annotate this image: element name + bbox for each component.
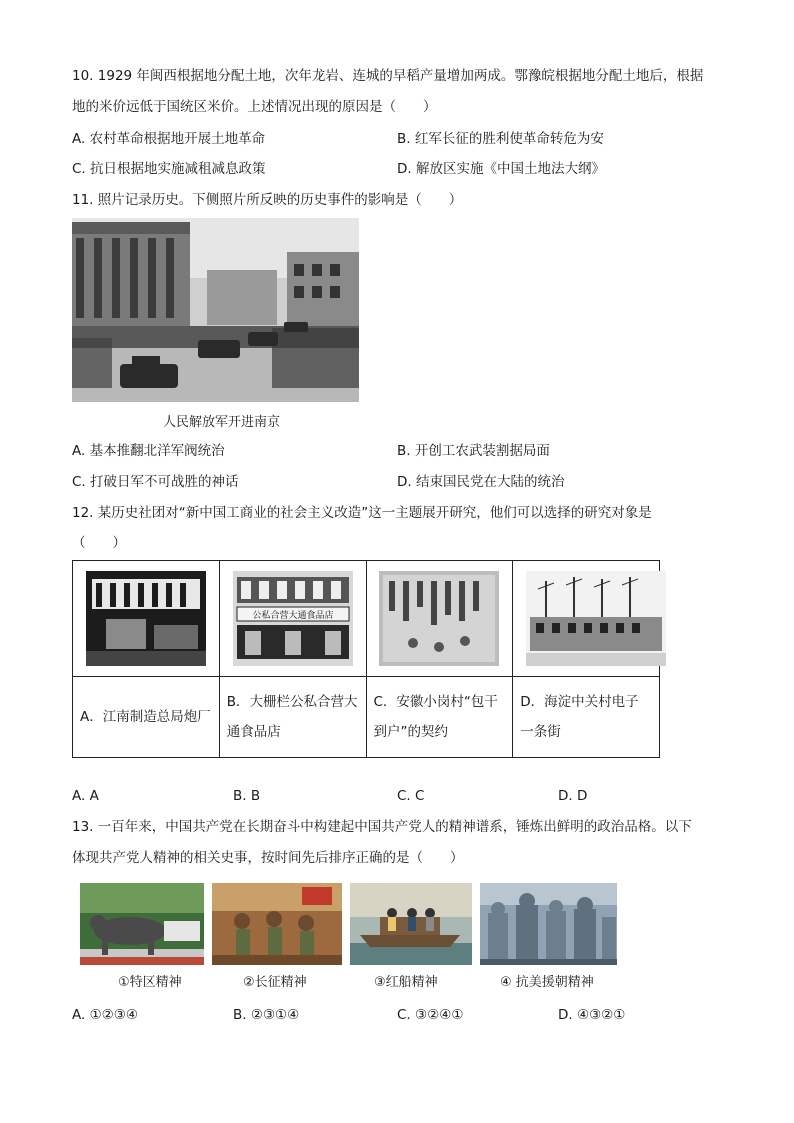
q13-option-d[interactable]: D. ④③②① [558,1007,626,1023]
q11-photo-caption: 人民解放军开进南京 [163,415,281,430]
q13-stem-line2: 体现共产党人精神的相关史事，按时间先后排序正确的是（ ） [72,850,464,866]
q12-cell-a-text: A．江南制造总局炮厂 [73,677,220,758]
q12-cell-d-text: D．海淀中关村电子一条街 [513,677,660,758]
special-zone-bull-photo [80,883,204,965]
q12-stem-line2: （ ） [72,535,126,551]
q12-image-cell-c [366,561,513,677]
q12-cell-b-text: B．大栅栏公私合营大通食品店 [219,677,366,758]
q10-option-d[interactable]: D. 解放区实施《中国土地法大纲》 [397,161,605,177]
q11-stem: 11. 照片记录历史。下侧照片所反映的历史事件的影响是（ ） [72,192,463,208]
q10-option-c[interactable]: C. 抗日根据地实施减租减息政策 [72,161,266,177]
factory-photo [86,571,206,666]
q12-cell-c-text: C．安徽小岗村“包干到户”的契约 [366,677,513,758]
q10-option-b[interactable]: B. 红军长征的胜利使革命转危为安 [397,131,604,147]
q13-option-b[interactable]: B. ②③①④ [233,1007,300,1023]
q11-option-c[interactable]: C. 打破日军不可战胜的神话 [72,474,239,490]
q13-option-a[interactable]: A. ①②③④ [72,1007,138,1023]
q11-option-a[interactable]: A. 基本推翻北洋军阀统治 [72,443,225,459]
electronics-street-photo [526,571,646,666]
q12-stem-line1: 12. 某历史社团对“新中国工商业的社会主义改造”这一主题展开研究，他们可以选择的研究对象是 [72,505,652,521]
anti-us-aid-korea-sculpture [480,883,617,965]
red-boat-painting [350,883,472,965]
q13-stem-line1: 13. 一百年来，中国共产党在长期奋斗中构建起中国共产党人的精神谱系，锤炼出鲜明的政治品格。以下 [72,819,692,835]
q10-option-a[interactable]: A. 农村革命根据地开展土地革命 [72,131,266,147]
q11-option-b[interactable]: B. 开创工农武装割据局面 [397,443,550,459]
q12-image-cell-a [73,561,220,677]
q10-stem-line2: 地的米价远低于国统区米价。上述情况出现的原因是（ ） [72,99,437,115]
q12-image-cell-b [219,561,366,677]
q13-option-c[interactable]: C. ③②④① [397,1007,464,1023]
contract-photo [379,571,499,666]
q13-caption-1: ①特区精神 [118,975,182,990]
q12-option-a[interactable]: A. A [72,788,99,804]
q12-option-c[interactable]: C. C [397,788,425,804]
q12-option-b[interactable]: B. B [233,788,261,804]
q12-option-d[interactable]: D. D [558,788,588,804]
q13-caption-4: ④ 抗美援朝精神 [500,975,594,990]
long-march-painting [212,883,342,965]
q13-caption-2: ②长征精神 [243,975,307,990]
food-store-sign: 公私合营大通食品店 [252,611,334,621]
q10-stem-line1: 10. 1929 年闽西根据地分配土地，次年龙岩、连城的早稻产量增加两成。鄂豫皖根据地分配土地后，根据 [72,68,704,84]
food-store-photo [233,571,353,666]
q11-option-d[interactable]: D. 结束国民党在大陆的统治 [397,474,565,490]
q12-image-cell-d [513,561,660,677]
pla-nanjing-photo [72,218,359,402]
q12-options-table [72,560,660,758]
q13-caption-3: ③红船精神 [374,975,438,990]
